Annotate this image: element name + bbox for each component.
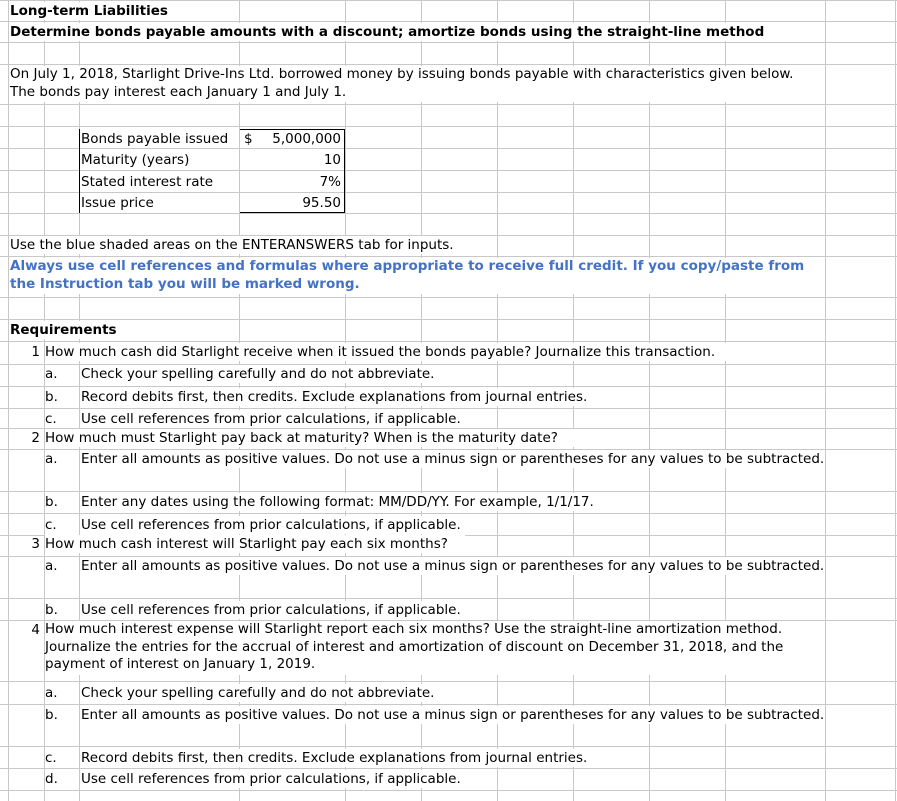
- input-currency-symbol[interactable]: $: [244, 130, 256, 148]
- sub-text[interactable]: Enter any dates using the following format: MM/DD/YY. For example, 1/1/17.: [81, 493, 621, 511]
- requirement-number: 2: [31, 430, 40, 446]
- requirement-text[interactable]: How much interest expense will Starlight report each six months? Use the straight-line amortization method. Journalize the entries for the accrual of interest and amortization of discount on December 31, 2018, and the payment of interest on January 1, 2019.: [45, 621, 823, 675]
- input-value-issue-price[interactable]: 95.50: [242, 194, 341, 212]
- input-label-bonds-issued[interactable]: Bonds payable issued: [81, 130, 238, 148]
- instruction-line[interactable]: Use the blue shaded areas on the ENTERANSWERS tab for inputs.: [10, 237, 454, 253]
- sheet-subtitle[interactable]: Determine bonds payable amounts with a discount; amortize bonds using the straight-line method: [10, 23, 820, 41]
- input-value-maturity[interactable]: 10: [242, 151, 341, 169]
- requirement-number: 3: [31, 536, 40, 552]
- input-label-maturity[interactable]: Maturity (years): [81, 151, 238, 169]
- sub-letter: c.: [45, 410, 77, 428]
- sub-text[interactable]: Use cell references from prior calculations, if applicable.: [81, 601, 485, 619]
- sub-letter: b.: [45, 493, 77, 511]
- sub-letter: c.: [45, 516, 77, 534]
- sub-letter: b.: [45, 706, 77, 724]
- requirement-text[interactable]: How much cash did Starlight receive when it issued the bonds payable? Journalize this transaction.: [45, 343, 805, 361]
- sheet-title[interactable]: Long-term Liabilities: [10, 2, 236, 20]
- sub-text[interactable]: Check your spelling carefully and do not abbreviate.: [81, 365, 481, 383]
- sub-text[interactable]: Enter all amounts as positive values. Do not use a minus sign or parentheses for any values to be subtracted.: [81, 451, 825, 467]
- instruction-warning[interactable]: Always use cell references and formulas where appropriate to receive full credit. If you copy/paste from the Instruction tab you will be marked wrong.: [10, 258, 822, 294]
- sub-letter: d.: [45, 770, 77, 788]
- sub-text[interactable]: Check your spelling carefully and do not abbreviate.: [81, 684, 481, 702]
- sub-text[interactable]: Enter all amounts as positive values. Do not use a minus sign or parentheses for any values to be subtracted.: [81, 558, 825, 574]
- sub-text[interactable]: Enter all amounts as positive values. Do not use a minus sign or parentheses for any values to be subtracted.: [81, 707, 825, 723]
- sub-letter: a.: [45, 365, 77, 383]
- sub-letter: a.: [45, 684, 77, 702]
- requirement-number: 4: [31, 622, 40, 638]
- intro-paragraph[interactable]: On July 1, 2018, Starlight Drive-Ins Ltd. borrowed money by issuing bonds payable with characteristics given below. The bonds pay interest each January 1 and July 1.: [10, 66, 822, 102]
- input-label-interest-rate[interactable]: Stated interest rate: [81, 173, 238, 191]
- input-value-bonds-issued[interactable]: 5,000,000: [258, 130, 341, 148]
- sub-letter: a.: [45, 557, 77, 575]
- sub-letter: b.: [45, 388, 77, 406]
- sub-letter: b.: [45, 601, 77, 619]
- requirements-heading[interactable]: Requirements: [10, 322, 117, 338]
- requirement-text[interactable]: How much cash interest will Starlight pay each six months?: [45, 535, 465, 553]
- sub-letter: a.: [45, 450, 77, 468]
- sub-text[interactable]: Use cell references from prior calculations, if applicable.: [81, 770, 485, 788]
- requirement-number: 1: [31, 344, 40, 360]
- sub-text[interactable]: Record debits first, then credits. Exclude explanations from journal entries.: [81, 749, 621, 767]
- input-label-issue-price[interactable]: Issue price: [81, 194, 238, 212]
- input-value-interest-rate[interactable]: 7%: [242, 173, 341, 191]
- sub-text[interactable]: Use cell references from prior calculations, if applicable.: [81, 410, 485, 428]
- sub-text[interactable]: Record debits first, then credits. Exclude explanations from journal entries.: [81, 388, 621, 406]
- sub-letter: c.: [45, 749, 77, 767]
- requirement-text[interactable]: How much must Starlight pay back at maturity? When is the maturity date?: [45, 429, 605, 447]
- sub-text[interactable]: Use cell references from prior calculations, if applicable.: [81, 516, 485, 534]
